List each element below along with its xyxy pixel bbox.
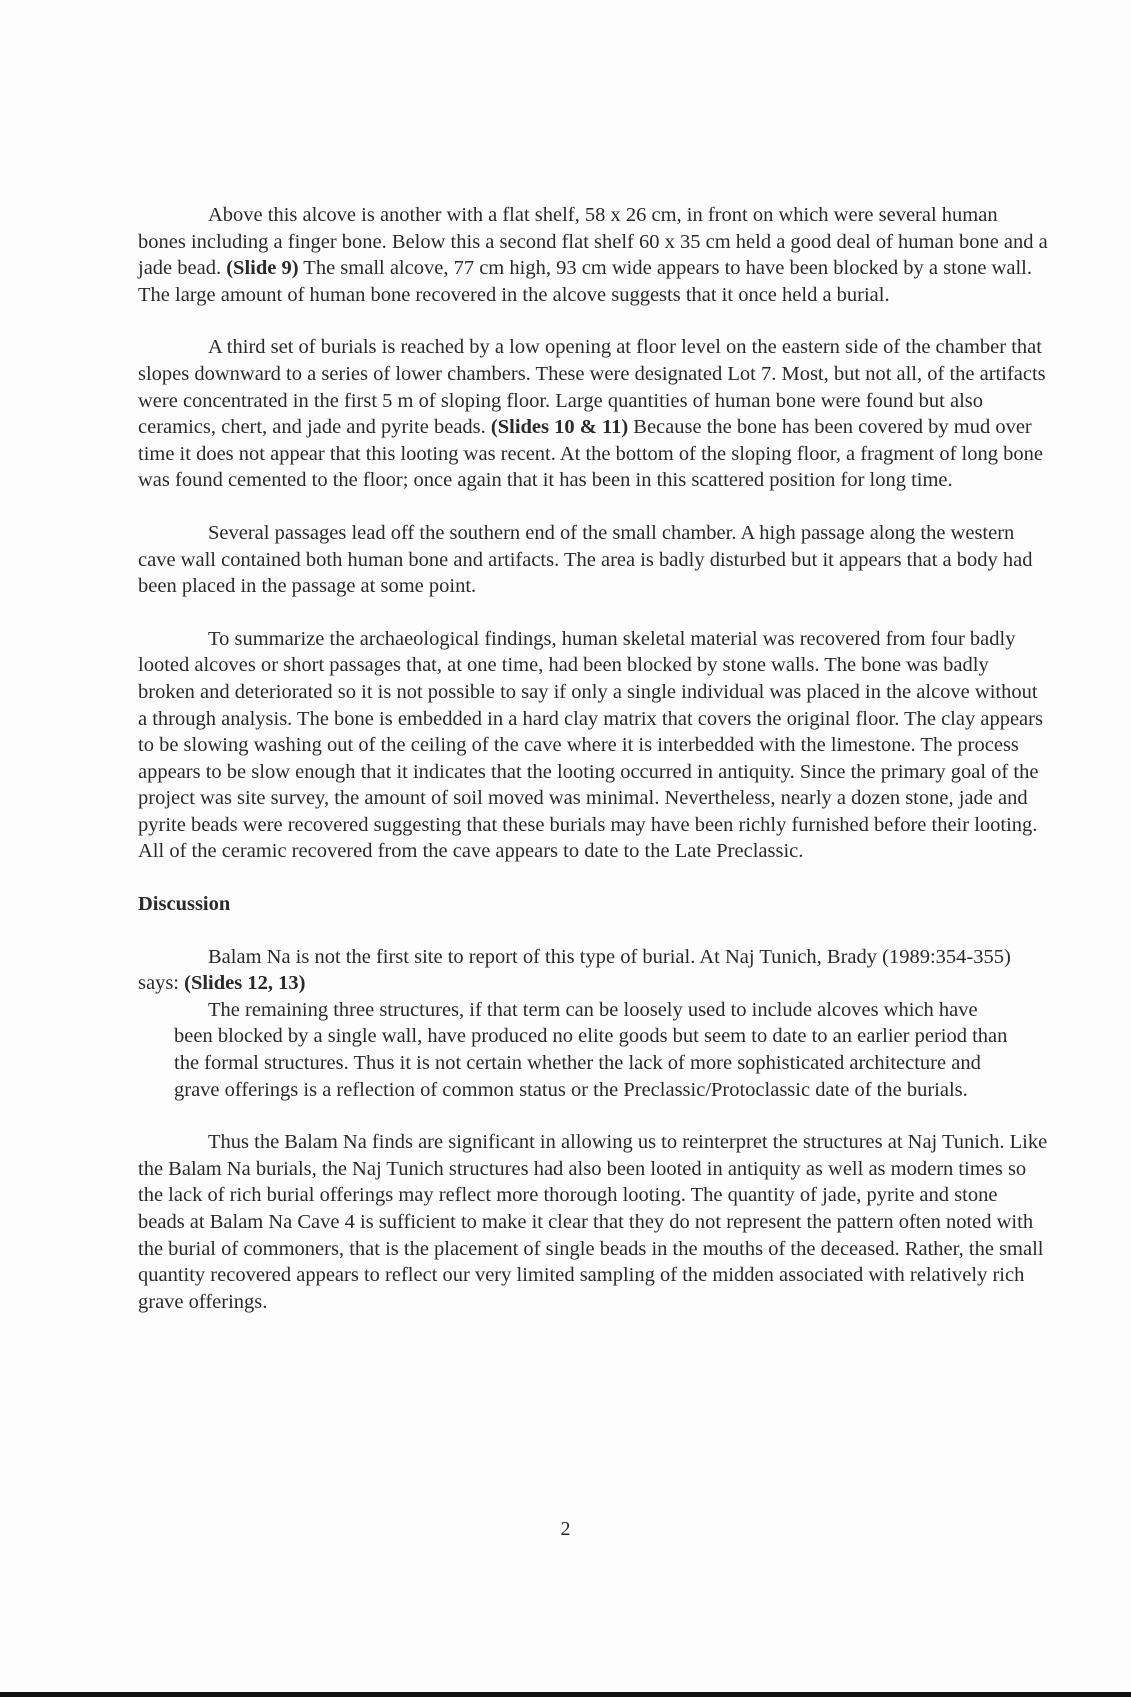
paragraph-alcove-shelves [138,202,1048,308]
paragraph-text: A third set of burials is reached by a low opening at floor level on the eastern side of the chamber that slopes downward to a series of lower chambers. These were designated Lot 7. Most, but not all, of the artifacts were concentrated in the first 5 m of sloping floor. Large quantities of human bone were found but also ceramics, chert, and jade and pyrite beads. [138,336,1046,439]
paragraph-naj-tunich-intro [138,944,1048,997]
paragraph-text: Because the bone has been covered by mud over time it does not appear that this looting was recent. At the bottom of the sloping floor, a fragment of long bone was found cemented to the floor; once again that it has been in this scattered position for long time. [138,416,1043,492]
paragraph-reinterpretation: Thus the Balam Na finds are significant in allowing us to reinterpret the structures at Naj Tunich. Like the Balam Na burials, the Naj Tunich structures had also been looted in antiquity as well as modern times so the lack of rich burial offerings may reflect more thorough looting. The quantity of jade, pyrite and stone beads at Balam Na Cave 4 is sufficient to make it clear that they do not represent the pattern often noted with the burial of commoners, that is the placement of single beads in the mouths of the deceased. Rather, the small quantity recovered appears to reflect our very limited sampling of the midden associated with relatively rich grave offerings. [138,1131,1048,1313]
body-text [138,202,1048,1341]
paragraph-third-burials [138,334,1048,494]
paragraph-text: Above this alcove is another with a flat shelf, 58 x 26 cm, in front on which were several human bones including a finger bone. Below this a second flat shelf 60 x 35 cm held a good deal of human bone and a jade bead. [138,204,1048,280]
slide-reference: (Slide 9) [226,257,299,280]
section-heading: Discussion [138,893,231,916]
paragraph-passages: Several passages lead off the southern end of the small chamber. A high passage along the western cave wall contained both human bone and artifacts. The area is badly disturbed but it appears that a body had been placed in the passage at some point. [138,521,1033,598]
block-quotation: The remaining three structures, if that term can be loosely used to include alcoves which have been blocked by a single wall, have produced no elite goods but seem to date to an earlier period than the formal structures. Thus it is not certain whether the lack of more sophisticated architecture and grave offerings is a reflection of common status or the Preclassic/Protoclassic date of the burials. [174,998,1008,1101]
paragraph-text: The small alcove, 77 cm high, 93 cm wide appears to have been blocked by a stone wall. The large amount of human bone recovered in the alcove suggests that it once held a burial. [138,257,1032,306]
paragraph-text: Balam Na is not the first site to report of this type of burial. At Naj Tunich, Brady (1989:354-355) says: [138,945,1011,995]
paragraph-summary: To summarize the archaeological findings, human skeletal material was recovered from four badly looted alcoves or short passages that, at one time, had been blocked by stone walls. The bone was badly broken and deteriorated so it is not possible to say if only a single individual was placed in the alcove without a through analysis. The bone is embedded in a hard clay matrix that covers the original floor. The clay appears to be slowing washing out of the ceiling of the cave where it is interbedded with the limestone. The process appears to be slow enough that it indicates that the looting occurred in antiquity. Since the primary goal of the project was site survey, the amount of soil moved was minimal. Nevertheless, nearly a dozen stone, jade and pyrite beads were recovered suggesting that these burials may have been richly furnished before their looting. All of the ceramic recovered from the cave appears to date to the Late Preclassic. [138,627,1043,863]
slide-reference: (Slides 12, 13) [184,972,306,995]
slide-reference: (Slides 10 & 11) [490,416,629,439]
page-number: 2 [560,1518,571,1540]
scan-edge-divider [0,1692,1131,1697]
